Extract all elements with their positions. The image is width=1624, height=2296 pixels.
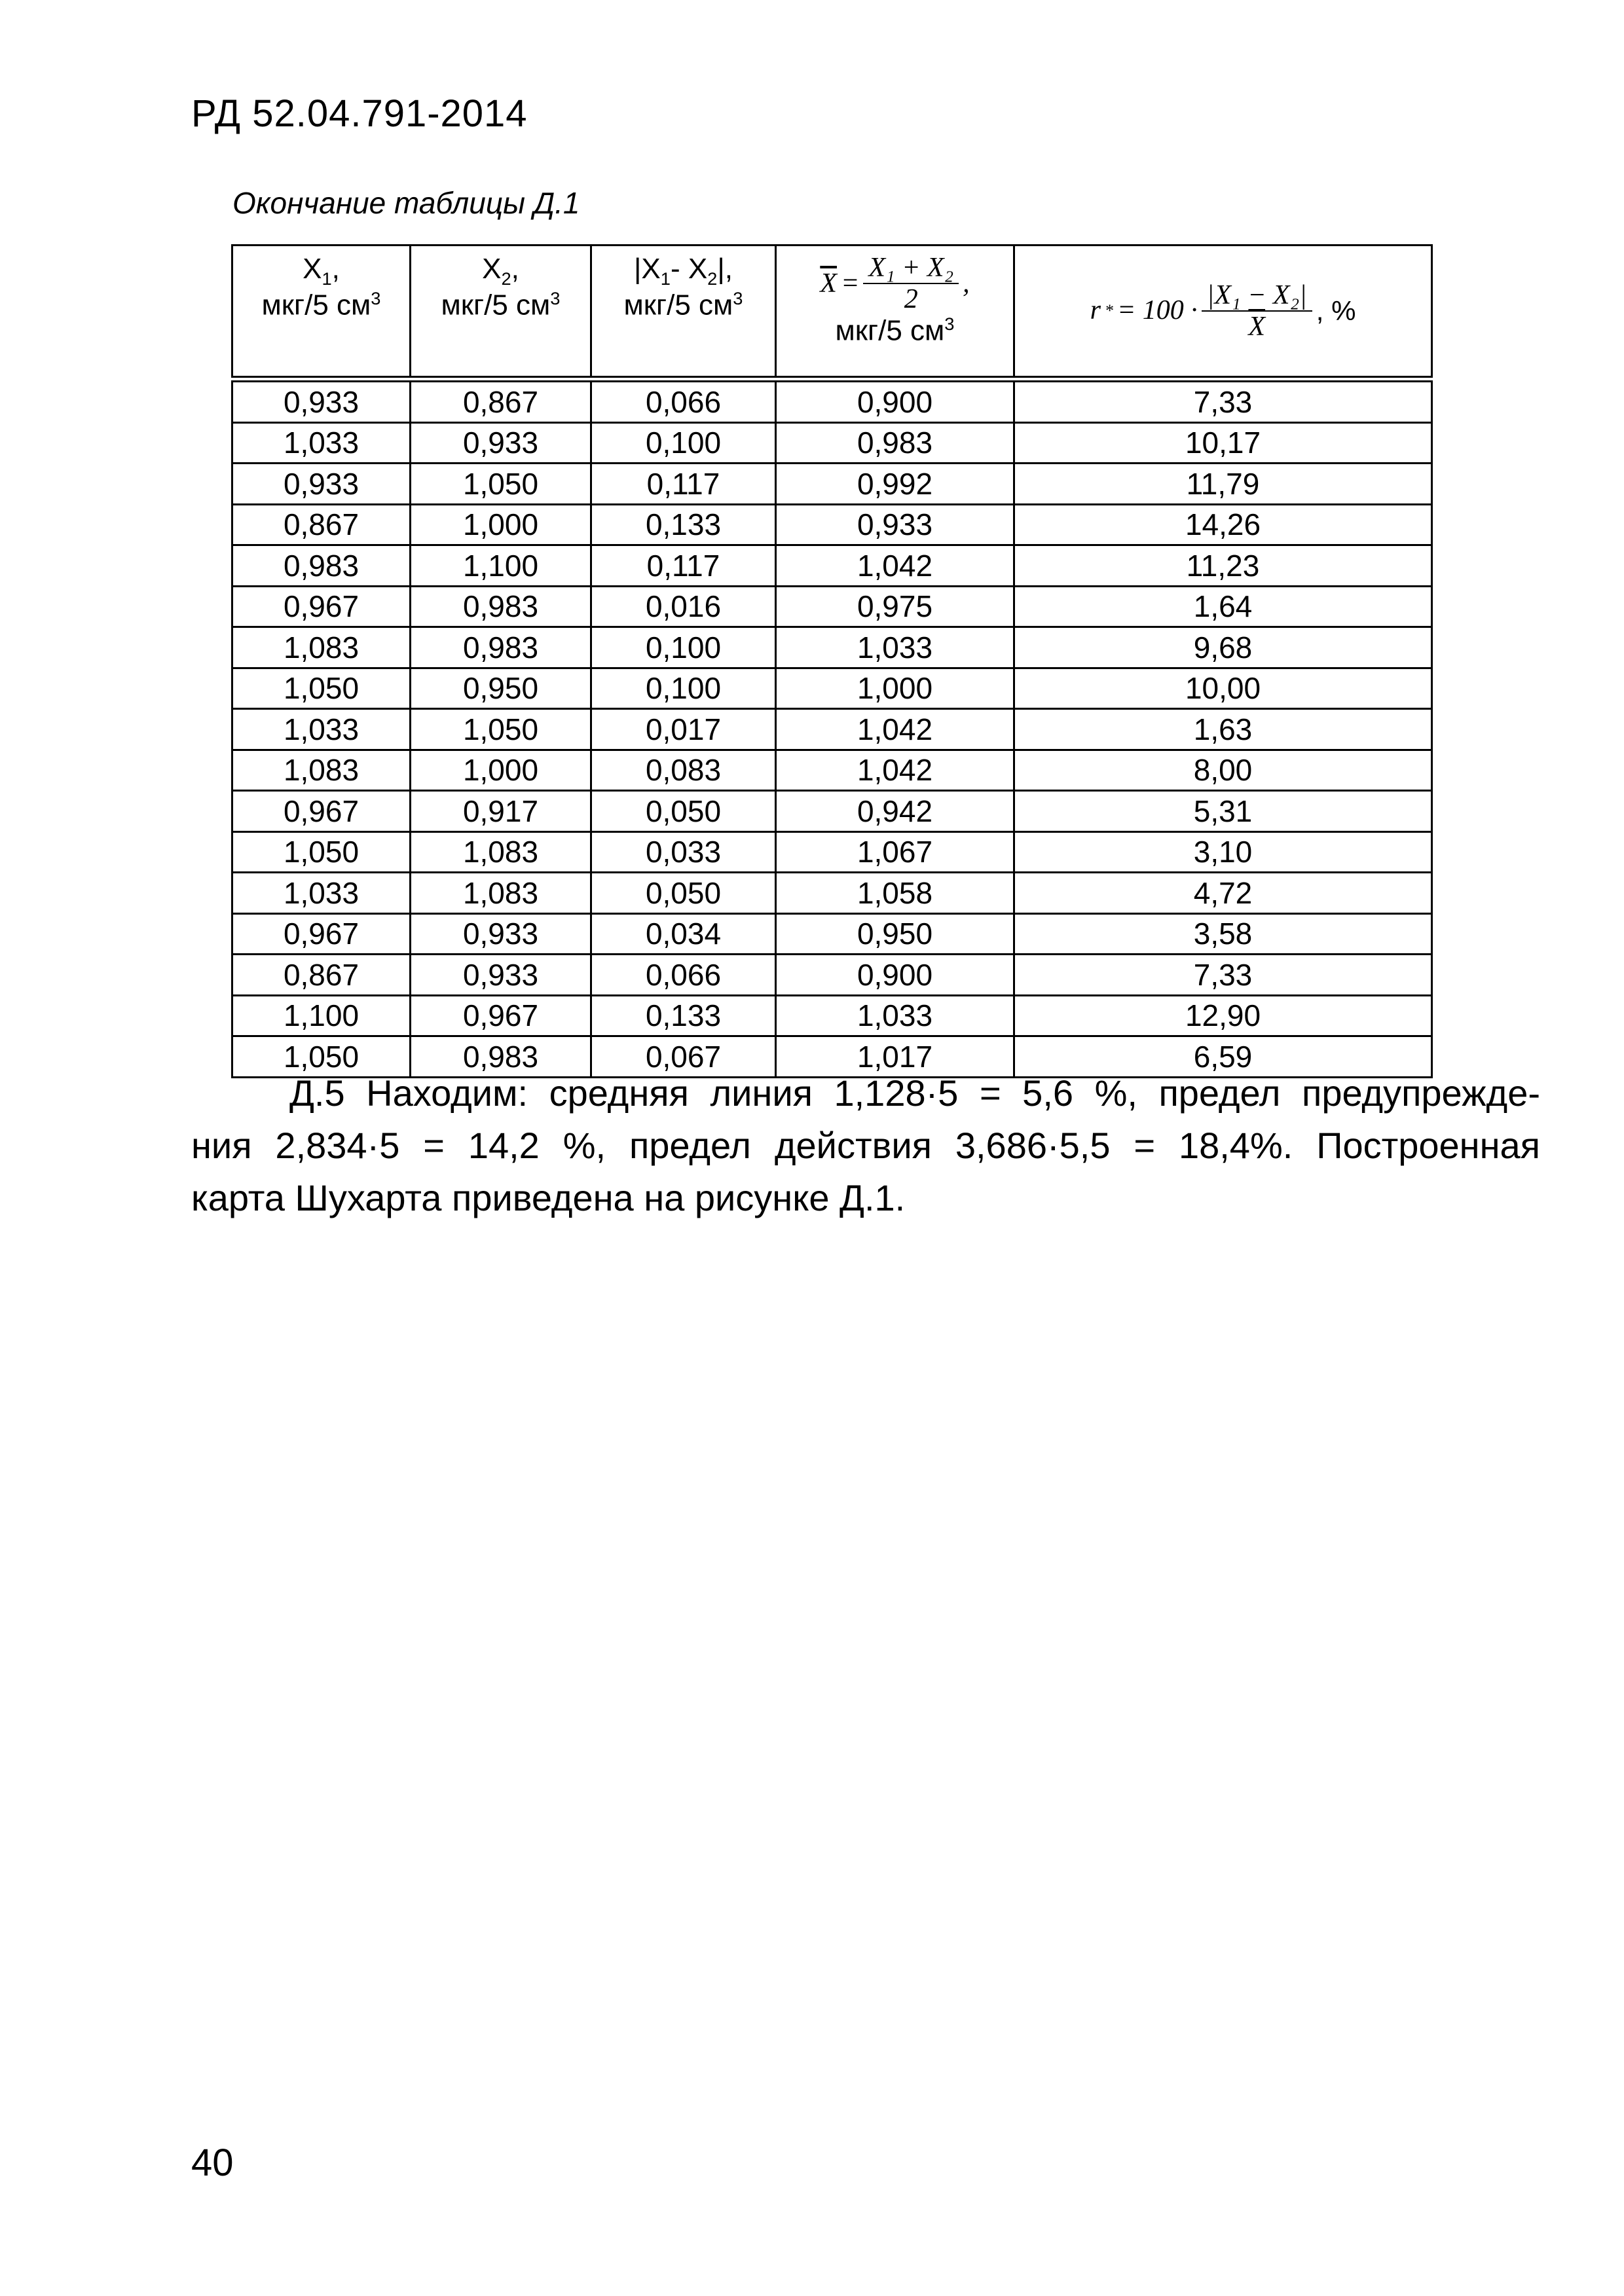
table-cell: 0,967 — [411, 995, 591, 1036]
paragraph-d5 — [191, 1072, 1540, 1218]
table-cell: 0,950 — [776, 913, 1014, 955]
header-mean: $\overline{X}$ = $\frac{\text{X₁ + X₂}}{2}$ , мкг/5 $см^3$ — [776, 246, 1014, 380]
table-cell: 3,58 — [1014, 913, 1432, 955]
table-cell: 12,90 — [1014, 995, 1432, 1036]
table-cell: 0,066 — [591, 379, 776, 422]
table-header-row — [232, 246, 1432, 380]
table-cell: 0,017 — [591, 709, 776, 750]
table-cell: 8,00 — [1014, 750, 1432, 791]
table-cell: 1,033 — [232, 422, 411, 464]
table-row — [232, 913, 1432, 955]
mean-formula: $\overline{X}$ = $\frac{\text{X₁ + X₂}}{2}$ , — [820, 253, 970, 315]
table-cell: 0,117 — [591, 545, 776, 587]
table-cell: 0,933 — [232, 379, 411, 422]
table-cell: 1,64 — [1014, 586, 1432, 627]
table-cell: 1,083 — [232, 750, 411, 791]
table-cell: 0,992 — [776, 464, 1014, 505]
table-cell: 1,050 — [411, 464, 591, 505]
table-cell: 0,867 — [411, 379, 591, 422]
table-cell: 1,033 — [232, 873, 411, 914]
table-cell: 0,100 — [591, 668, 776, 709]
relative-diff-formula: r * = 100 · $\frac{\text{|X₁ − X₂|}}{X}$ , % — [1090, 280, 1356, 342]
table-cell: 0,950 — [411, 668, 591, 709]
table-cell: 1,000 — [411, 504, 591, 545]
table-row — [232, 995, 1432, 1036]
table-cell: 0,900 — [776, 955, 1014, 996]
table-cell: 0,133 — [591, 995, 776, 1036]
table-cell: 0,100 — [591, 422, 776, 464]
paragraph-line-2: ния 2,834·5 = 14,2 %, предел действия 3,686·5,5 = 18,4%. Построенная — [191, 1125, 1540, 1166]
table-cell: 0,900 — [776, 379, 1014, 422]
table-cell: 1,083 — [411, 831, 591, 873]
table-cell: 1,083 — [411, 873, 591, 914]
table-cell: 7,33 — [1014, 955, 1432, 996]
table-row — [232, 873, 1432, 914]
table-cell: 0,967 — [232, 586, 411, 627]
table-row — [232, 955, 1432, 996]
table-cell: 14,26 — [1014, 504, 1432, 545]
table-cell: 1,050 — [232, 1036, 411, 1078]
table-caption: Окончание таблицы Д.1 — [232, 186, 580, 220]
table-row — [232, 464, 1432, 505]
table-cell: 1,017 — [776, 1036, 1014, 1078]
header-abs-diff: $|X_1-$ $X_2|$, мкг/5 $см^3$ — [591, 246, 776, 380]
table-row — [232, 586, 1432, 627]
table-cell: 0,942 — [776, 791, 1014, 832]
table-cell: 1,042 — [776, 750, 1014, 791]
table-cell: 1,033 — [776, 995, 1014, 1036]
table-cell: 0,933 — [411, 422, 591, 464]
table-cell: 1,058 — [776, 873, 1014, 914]
table-row — [232, 627, 1432, 668]
table-cell: 1,050 — [411, 709, 591, 750]
table-cell: 0,083 — [591, 750, 776, 791]
table-cell: 0,117 — [591, 464, 776, 505]
header-x1: $X_1$, мкг/5 $см^3$ — [232, 246, 411, 380]
table-cell: 6,59 — [1014, 1036, 1432, 1078]
table-row — [232, 750, 1432, 791]
table-row — [232, 545, 1432, 587]
table-cell: 0,867 — [232, 955, 411, 996]
table-row — [232, 504, 1432, 545]
table-cell: 4,72 — [1014, 873, 1432, 914]
table-cell: 0,967 — [232, 913, 411, 955]
table-cell: 0,050 — [591, 791, 776, 832]
header-relative-diff — [1014, 246, 1432, 380]
paragraph-line-3: карта Шухарта приведена на рисунке Д.1. — [191, 1177, 906, 1218]
table-cell: 0,933 — [411, 913, 591, 955]
table-cell: 0,050 — [591, 873, 776, 914]
paragraph-line-1: Д.5 Находим: средняя линия 1,128·5 = 5,6 %, предел предупрежде- — [289, 1072, 1540, 1114]
table-cell: 1,033 — [776, 627, 1014, 668]
table-cell: 0,933 — [411, 955, 591, 996]
table-cell: 0,983 — [411, 1036, 591, 1078]
table-cell: 0,033 — [591, 831, 776, 873]
table-cell: 1,083 — [232, 627, 411, 668]
table-cell: 10,17 — [1014, 422, 1432, 464]
table-cell: 0,983 — [411, 586, 591, 627]
table-row — [232, 709, 1432, 750]
table-cell: 0,975 — [776, 586, 1014, 627]
table-cell: 11,79 — [1014, 464, 1432, 505]
table-cell: 0,067 — [591, 1036, 776, 1078]
document-code: РД 52.04.791-2014 — [191, 92, 528, 135]
table-cell: 1,050 — [232, 668, 411, 709]
table-row — [232, 791, 1432, 832]
table-cell: 7,33 — [1014, 379, 1432, 422]
table-cell: 1,050 — [232, 831, 411, 873]
table-cell: 0,933 — [776, 504, 1014, 545]
table-cell: 0,967 — [232, 791, 411, 832]
table-cell: 1,033 — [232, 709, 411, 750]
table-cell: 1,100 — [411, 545, 591, 587]
table-cell: 1,067 — [776, 831, 1014, 873]
table-cell: 1,000 — [776, 668, 1014, 709]
table-cell: 0,133 — [591, 504, 776, 545]
table-cell: 0,016 — [591, 586, 776, 627]
table-cell: 0,983 — [776, 422, 1014, 464]
table-row — [232, 422, 1432, 464]
table-cell: 5,31 — [1014, 791, 1432, 832]
table-cell: 0,034 — [591, 913, 776, 955]
table-cell: 0,066 — [591, 955, 776, 996]
page-number: 40 — [191, 2141, 234, 2184]
table-cell: 0,983 — [411, 627, 591, 668]
table-row — [232, 831, 1432, 873]
results-table — [231, 244, 1433, 1078]
table-cell: 3,10 — [1014, 831, 1432, 873]
table-row — [232, 1036, 1432, 1078]
table-cell: 10,00 — [1014, 668, 1432, 709]
table-cell: 0,917 — [411, 791, 591, 832]
table-cell: 11,23 — [1014, 545, 1432, 587]
table-cell: 0,933 — [232, 464, 411, 505]
table-cell: 1,100 — [232, 995, 411, 1036]
table-cell: 0,867 — [232, 504, 411, 545]
table-cell: 1,63 — [1014, 709, 1432, 750]
table-cell: 0,100 — [591, 627, 776, 668]
header-x2: $X_2$, мкг/5 $см^3$ — [411, 246, 591, 380]
table-cell: 1,042 — [776, 545, 1014, 587]
table-cell: 0,983 — [232, 545, 411, 587]
table-cell: 1,000 — [411, 750, 591, 791]
table-cell: 9,68 — [1014, 627, 1432, 668]
table-row — [232, 379, 1432, 422]
table-row — [232, 668, 1432, 709]
table-cell: 1,042 — [776, 709, 1014, 750]
